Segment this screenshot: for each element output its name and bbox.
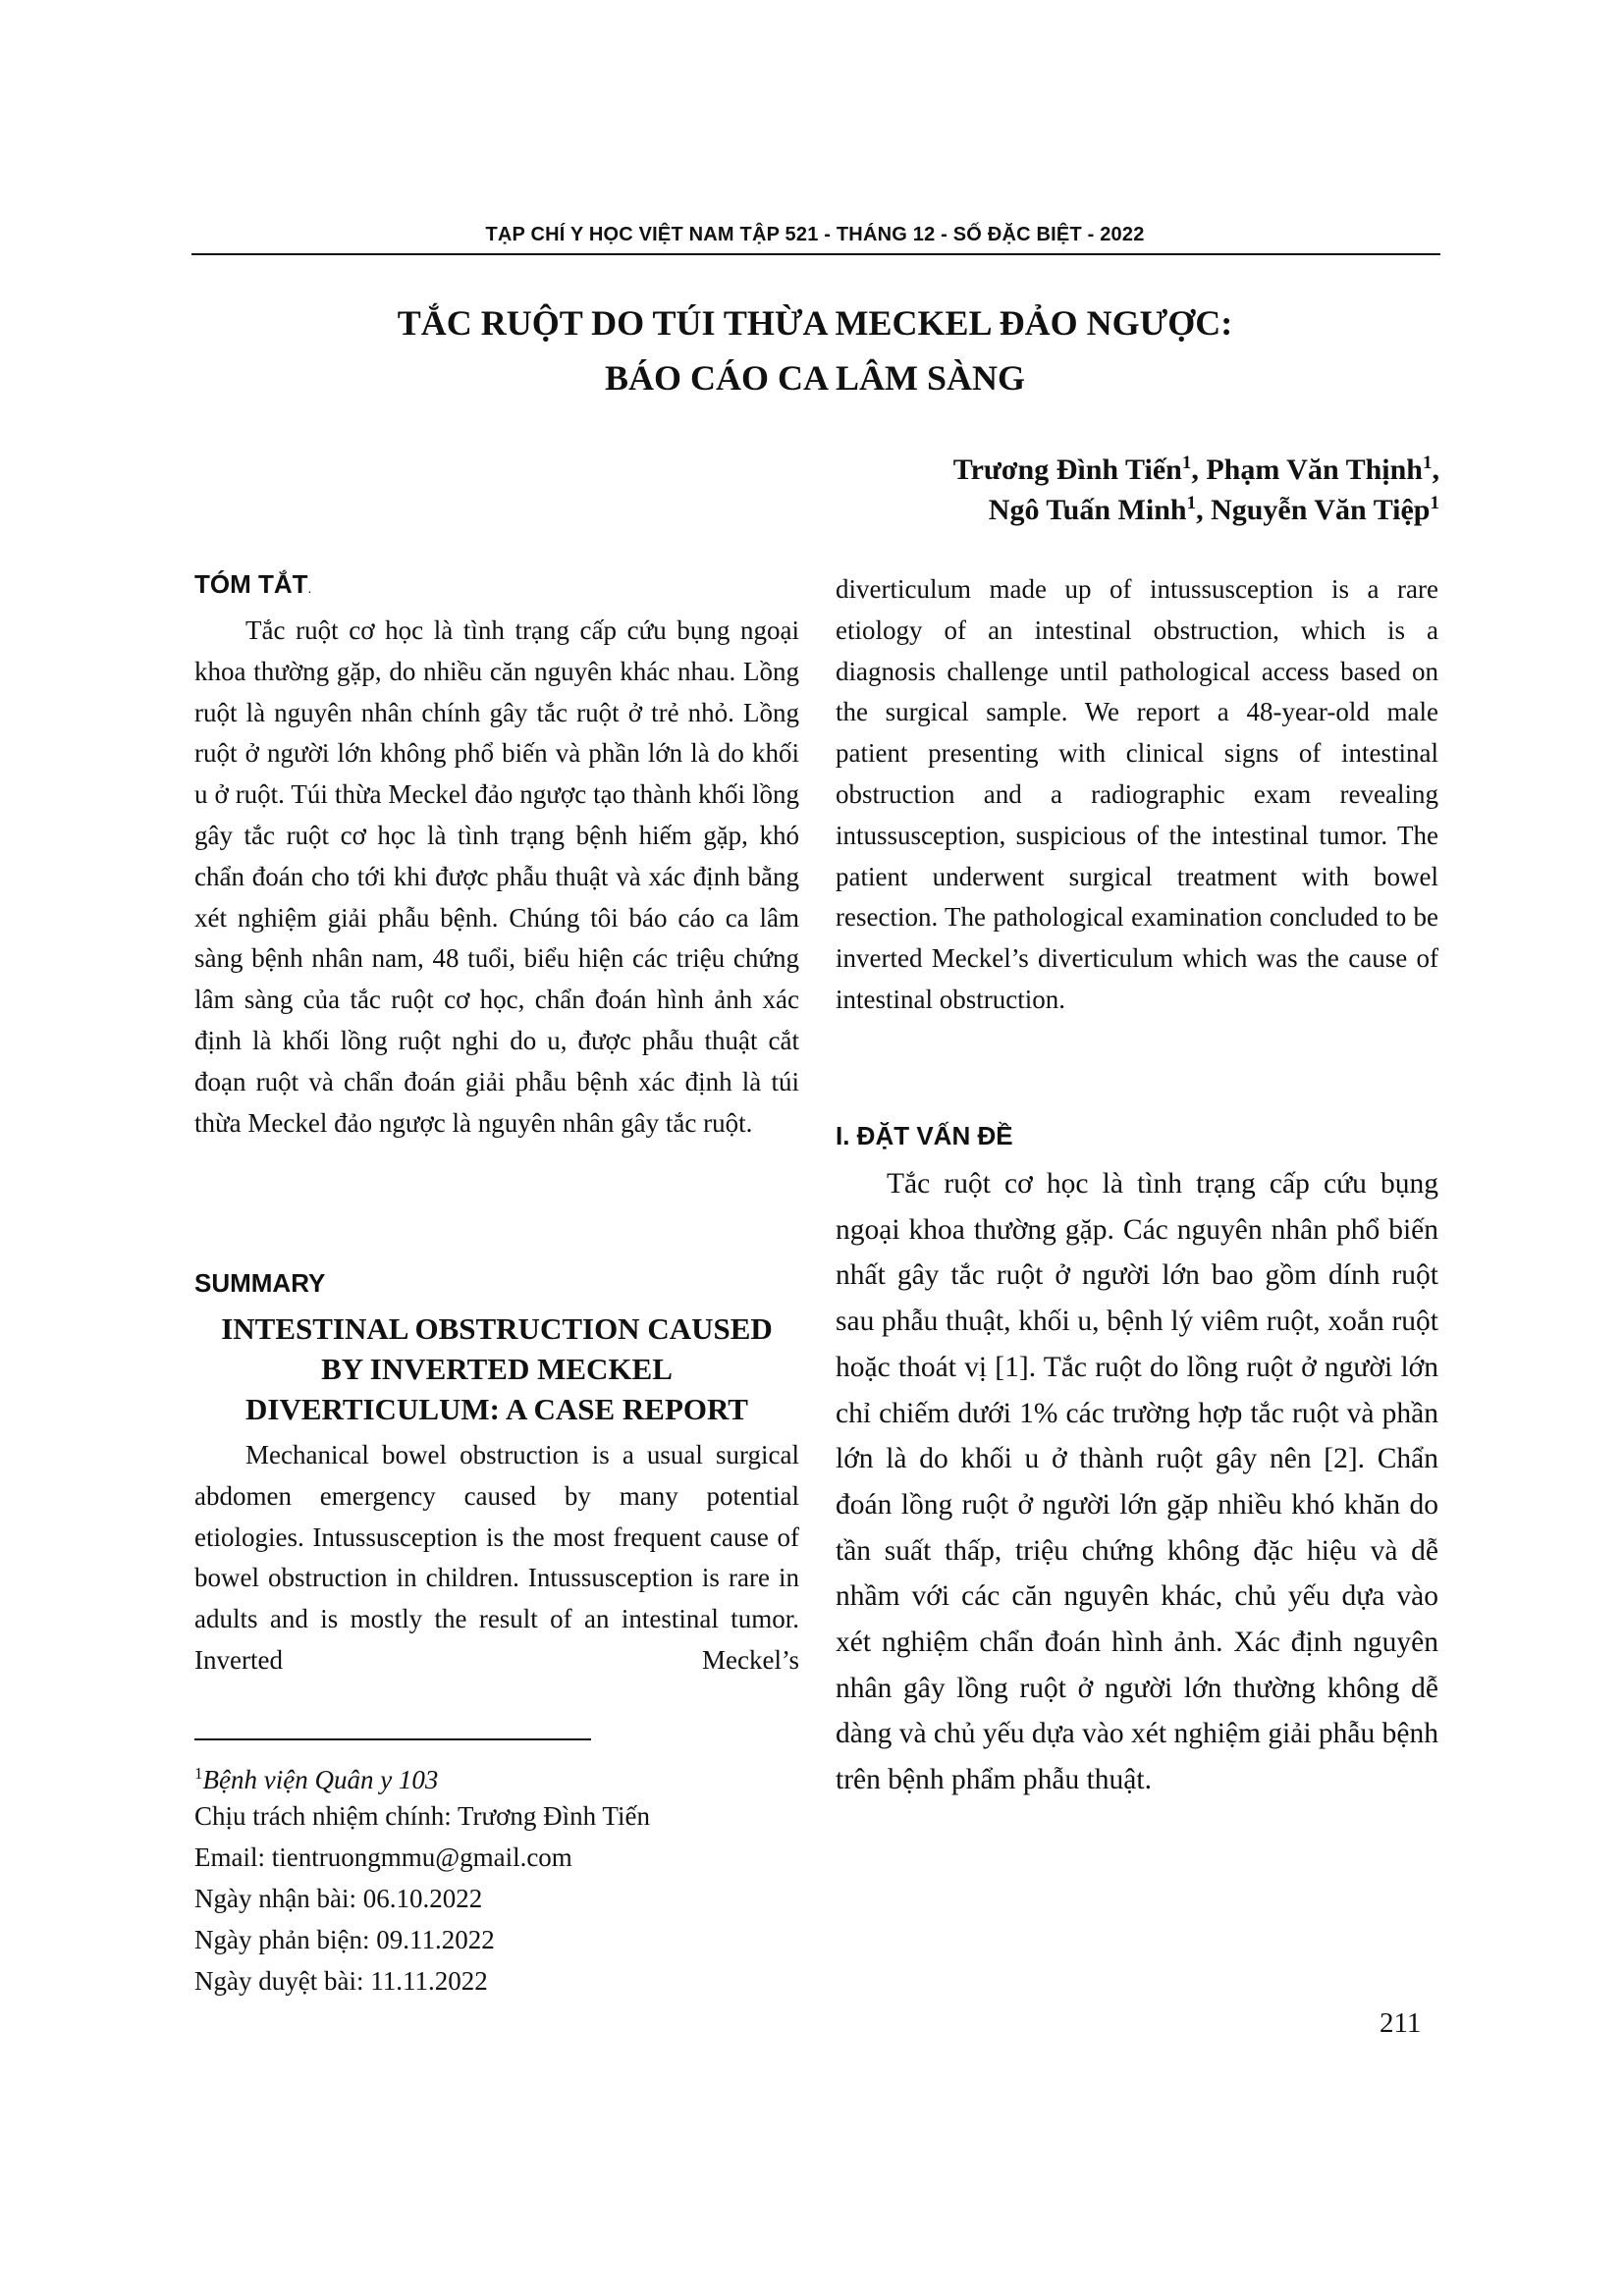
section-1-text: Tắc ruột cơ học là tình trạng cấp cứu bụng ngoại khoa thường gặp. Các nguyên nhân phổ biến nhất gây tắc ruột ở người lớn bao gồm dính ruột sau phẫu thuật, khối u, bệnh lý viêm ruột, xoắn ruột hoặc thoát vị [1]. Tắc ruột do lồng ruột ở người lớn chỉ chiếm dưới 1% các trường hợp tắc ruột và phần lớn là do khối u ở thành ruột gây nên [2]. Chẩn đoán lồng ruột ở người lớn gặp nhiều khó khăn do tần suất thấp, triệu chứng không đặc hiệu và dễ nhầm với các căn nguyên khác, chủ yếu dựa vào xét nghiệm chẩn đoán hình ảnh. Xác định nguyên nhân gây lồng ruột ở người lớn thường không dễ dàng và chủ yếu dựa vào xét nghiệm giải phẫu bệnh trên bệnh phẩm phẫu thuật.: [836, 1168, 1438, 1796]
footnote-affiliation-text: Bệnh viện Quân y 103: [202, 1765, 439, 1794]
summary-title-line-1: INTESTINAL OBSTRUCTION CAUSED: [221, 1311, 773, 1346]
affiliation-mark: 1: [1423, 453, 1433, 473]
summary-text-part-2: diverticulum made up of intussusception is a rare etiology of an intestinal obstruction, which is a diagnosis challenge until pathological access based on the surgical sample. We report a 48-year-old male patient presenting with clinical signs of intestinal obstruction and a radiographic exam revealing intussusception, suspicious of the intestinal tumor. The patient underwent surgical treatment with bowel resection. The pathological examination concluded to be inverted Meckel’s diverticulum which was the cause of intestinal obstruction.: [836, 574, 1438, 1014]
footnote-affiliation: [194, 1753, 438, 1800]
abstract-heading: [194, 569, 311, 600]
journal-header: TẠP CHÍ Y HỌC VIỆT NAM TẬP 521 - THÁNG 12 - SỐ ĐẶC BIỆT - 2022: [485, 224, 1145, 245]
author-separator: ,: [1196, 494, 1212, 526]
author-name: Trương Đình Tiến: [952, 454, 1182, 486]
footnote-mark: 1: [194, 1764, 203, 1783]
author-separator: ,: [1191, 454, 1207, 486]
article-title-line-1: TẮC RUỘT DO TÚI THỪA MECKEL ĐẢO NGƯỢC:: [397, 303, 1233, 343]
summary-title-line-2: BY INVERTED MECKEL: [321, 1352, 673, 1386]
section-1-heading: I. ĐẶT VẤN ĐỀ: [836, 1121, 1013, 1150]
footnote-rule: [194, 1738, 591, 1740]
footnote-reviewed: Ngày phản biện: 09.11.2022: [194, 1925, 495, 1954]
abstract-heading-text: TÓM TẮT: [194, 569, 308, 599]
footnote-corresponding: Chịu trách nhiệm chính: Trương Đình Tiến: [194, 1801, 650, 1831]
authors-line-1: [953, 444, 1439, 490]
page-number: 211: [1380, 2007, 1422, 2039]
footnote-received: Ngày nhận bài: 06.10.2022: [194, 1884, 483, 1913]
summary-text-part-1: Mechanical bowel obstruction is a usual surgical abdomen emergency caused by many potential etiologies. Intussusception is the most frequent cause of bowel obstruction in children. Intussusception is rare in adults and is mostly the result of an intestinal tumor. Inverted Meckel’s: [194, 1440, 799, 1675]
author-name: Phạm Văn Thịnh: [1206, 454, 1423, 486]
author-separator: ,: [1432, 454, 1439, 486]
abstract-vi-text: Tắc ruột cơ học là tình trạng cấp cứu bụng ngoại khoa thường gặp, do nhiều căn nguyên khác nhau. Lồng ruột là nguyên nhân chính gây tắc ruột ở trẻ nhỏ. Lồng ruột ở người lớn không phổ biến và phần lớn là do khối u ở ruột. Túi thừa Meckel đảo ngược tạo thành khối lồng gây tắc ruột cơ học là tình trạng bệnh hiếm gặp, khó chẩn đoán cho tới khi được phẫu thuật và xác định bằng xét nghiệm giải phẫu bệnh. Chúng tôi báo cáo ca lâm sàng bệnh nhân nam, 48 tuổi, biểu hiện các triệu chứng lâm sàng của tắc ruột cơ học, chẩn đoán hình ảnh xác định là khối lồng ruột nghi do u, được phẫu thuật cắt đoạn ruột và chẩn đoán giải phẫu bệnh xác định là túi thừa Meckel đảo ngược là nguyên nhân gây tắc ruột.: [194, 615, 799, 1138]
affiliation-mark: 1: [1430, 493, 1439, 513]
authors-line-2: [989, 484, 1439, 530]
summary-heading: SUMMARY: [194, 1268, 326, 1298]
affiliation-mark: 1: [1186, 493, 1197, 513]
affiliation-mark: 1: [1181, 453, 1192, 473]
article-title-line-2: BÁO CÁO CA LÂM SÀNG: [604, 358, 1026, 398]
header-rule: [191, 253, 1440, 255]
footnote-email: Email: tientruongmmu@gmail.com: [194, 1842, 572, 1872]
author-name: Nguyễn Văn Tiệp: [1211, 494, 1431, 526]
summary-title-line-3: DIVERTICULUM: A CASE REPORT: [245, 1392, 748, 1426]
abstract-heading-dot: .: [307, 580, 312, 596]
footnote-accepted: Ngày duyệt bài: 11.11.2022: [194, 1966, 488, 1996]
author-name: Ngô Tuấn Minh: [988, 494, 1187, 526]
